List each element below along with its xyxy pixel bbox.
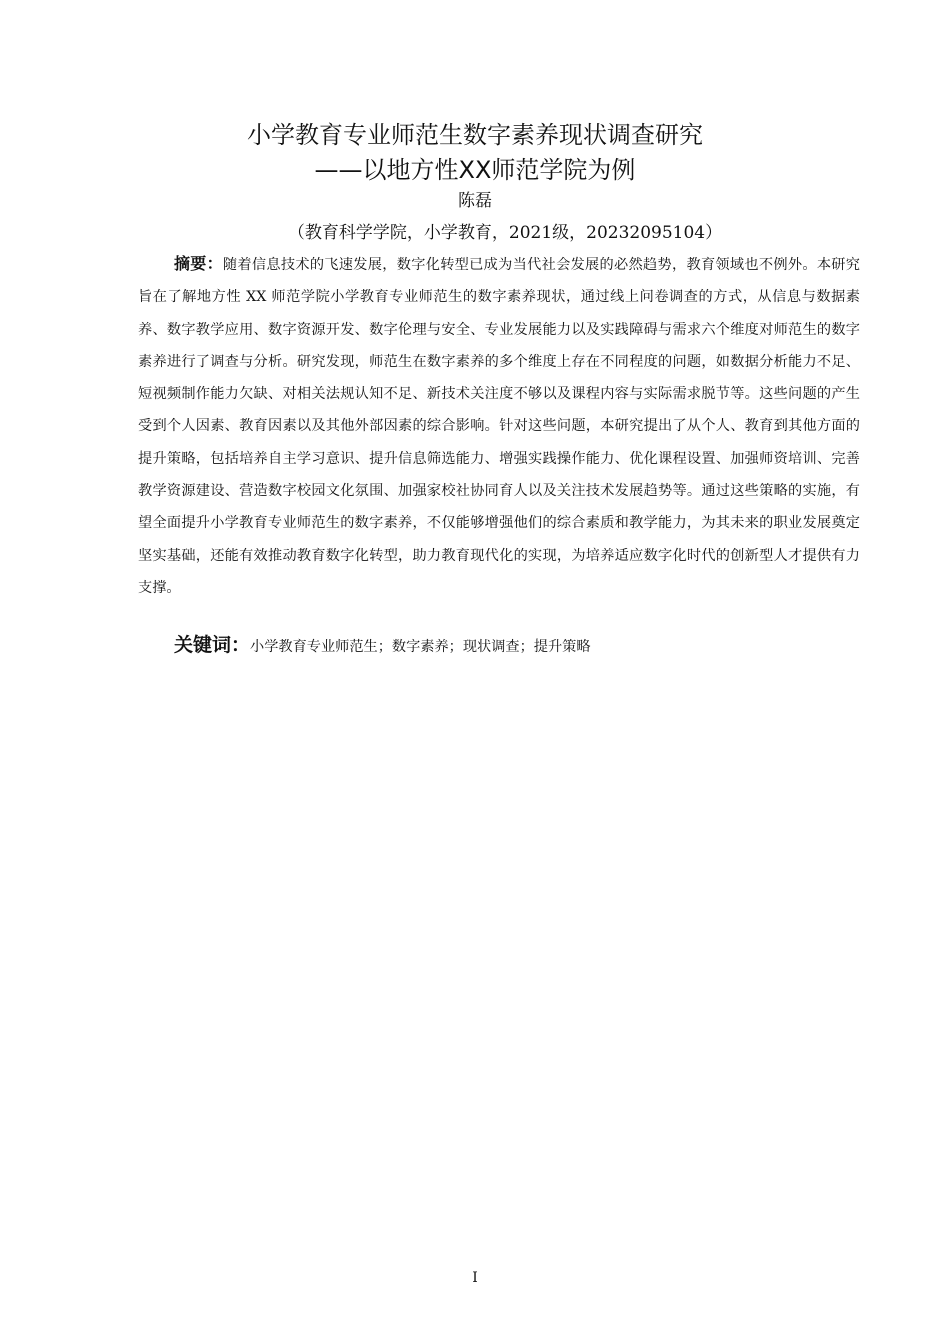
author-affiliation: （教育科学学院，小学教育，2021级，20232095104） — [287, 223, 723, 243]
author-name: 陈磊 — [458, 191, 492, 211]
abstract-text: 随着信息技术的飞速发展，数字化转型已成为当代社会发展的必然趋势，教育领域也不例外。本研究旨在了解地方性 XX 师范学院小学教育专业师范生的数字素养现状，通过线上问卷调查的方式，从信息与数据素养、数字教学应用、数字资源开发、数字伦理与安全、专业发展能力以及实践障碍与需求六个维度对师范生的数字素养进行了调查与分析。研究发现，师范生在数字素养的多个维度上存在不同程度的问题，如数据分析能力不足、短视频制作能力欠缺、对相关法规认知不足、新技术关注度不够以及课程内容与实际需求脱节等。这些问题的产生受到个人因素、教育因素以及其他外部因素的综合影响。针对这些问题，本研究提出了从个人、教育到其他方面的提升策略，包括培养自主学习意识、提升信息筛选能力、增强实践操作能力、优化课程设置、加强师资培训、完善教学资源建设、营造数字校园文化氛围、加强家校社协同育人以及关注技术发展趋势等。通过这些策略的实施，有望全面提升小学教育专业师范生的数字素养，不仅能够增强他们的综合素质和教学能力，为其未来的职业发展奠定坚实基础，还能有效推动教育数字化转型，助力教育现代化的实现，为培养适应数字化时代的创新型人才提供有力支撑。 — [138, 257, 860, 596]
page-title: 小学教育专业师范生数字素养现状调查研究 — [247, 121, 703, 149]
abstract-label: 摘要： — [174, 254, 223, 273]
keywords-label: 关键词： — [174, 634, 251, 656]
page-number: I — [472, 1270, 478, 1286]
page-subtitle: ——以地方性XX师范学院为例 — [314, 156, 636, 184]
abstract-paragraph — [138, 248, 860, 604]
keywords-text: 小学教育专业师范生；数字素养；现状调查；提升策略 — [250, 639, 591, 655]
keywords-line — [174, 630, 591, 657]
